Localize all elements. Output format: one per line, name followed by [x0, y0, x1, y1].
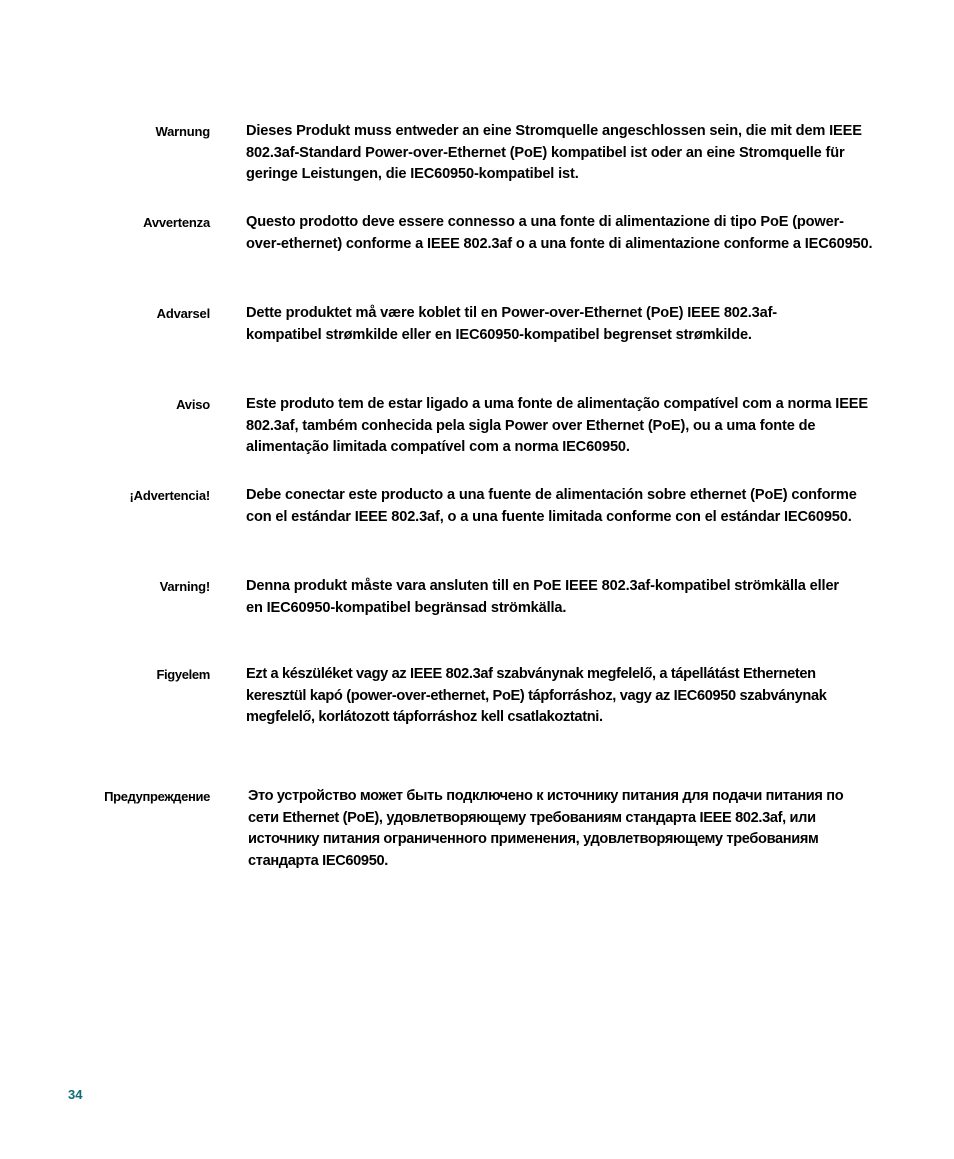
warning-label: Avvertenza	[143, 215, 210, 230]
warning-text: Questo prodotto deve essere connesso a una fonte di alimentazione di tipo PoE (power-over-ethernet) conforme a IEEE 802.3af o a una fonte di alimentazione conforme a IEC60950.	[246, 214, 873, 252]
warning-label: Предупреждение	[104, 789, 210, 804]
warning-label: Warnung	[155, 124, 210, 139]
warning-text: Denna produkt måste vara ansluten till en PoE IEEE 802.3af-kompatibel strömkälla eller en IEC60950-kompatibel begränsad strömkälla.	[246, 578, 839, 616]
warning-text: Dieses Produkt muss entweder an eine Stromquelle angeschlossen sein, die mit dem IEEE 802.3af-Standard Power-over-Ethernet (PoE) kompatibel ist oder an eine Stromquelle für geringe Leistungen, die IEC60950-kompatibel ist.	[246, 123, 862, 183]
warning-text: Это устройство может быть подключено к источнику питания для подачи питания по сети Ethernet (PoE), удовлетворяющему требованиям стандарта IEEE 802.3af, или источнику питания ограниченного применения, удовлетворяющему требованиям стандарта IEC60950.	[248, 788, 844, 870]
warning-text: Este produto tem de estar ligado a uma fonte de alimentação compatível com a norma IEEE 802.3af, também conhecida pela sigla Power over Ethernet (PoE), ou a uma fonte de alimentação limitada compatível com a norma IEC60950.	[246, 396, 868, 456]
warning-label: Figyelem	[156, 667, 210, 682]
warning-text: Debe conectar este producto a una fuente de alimentación sobre ethernet (PoE) conforme con el estándar IEEE 802.3af, o a una fuente limitada conforme con el estándar IEC60950.	[246, 487, 857, 525]
page-number: 34	[68, 1087, 83, 1102]
warning-label: Aviso	[176, 397, 210, 412]
warning-label: Varning!	[159, 579, 210, 594]
warning-text: Dette produktet må være koblet til en Power-over-Ethernet (PoE) IEEE 802.3af-kompatibel strømkilde eller en IEC60950-kompatibel begrenset strømkilde.	[246, 305, 777, 343]
warning-label: Advarsel	[156, 306, 210, 321]
warning-text: Ezt a készüléket vagy az IEEE 802.3af szabványnak megfelelő, a tápellátást Etherneten keresztül kapó (power-over-ethernet, PoE) tápforráshoz, vagy az IEC60950 szabványnak megfelelő, korlátozott tápforráshoz kell csatlakoztatni.	[246, 666, 827, 726]
warning-label: ¡Advertencia!	[129, 488, 210, 503]
